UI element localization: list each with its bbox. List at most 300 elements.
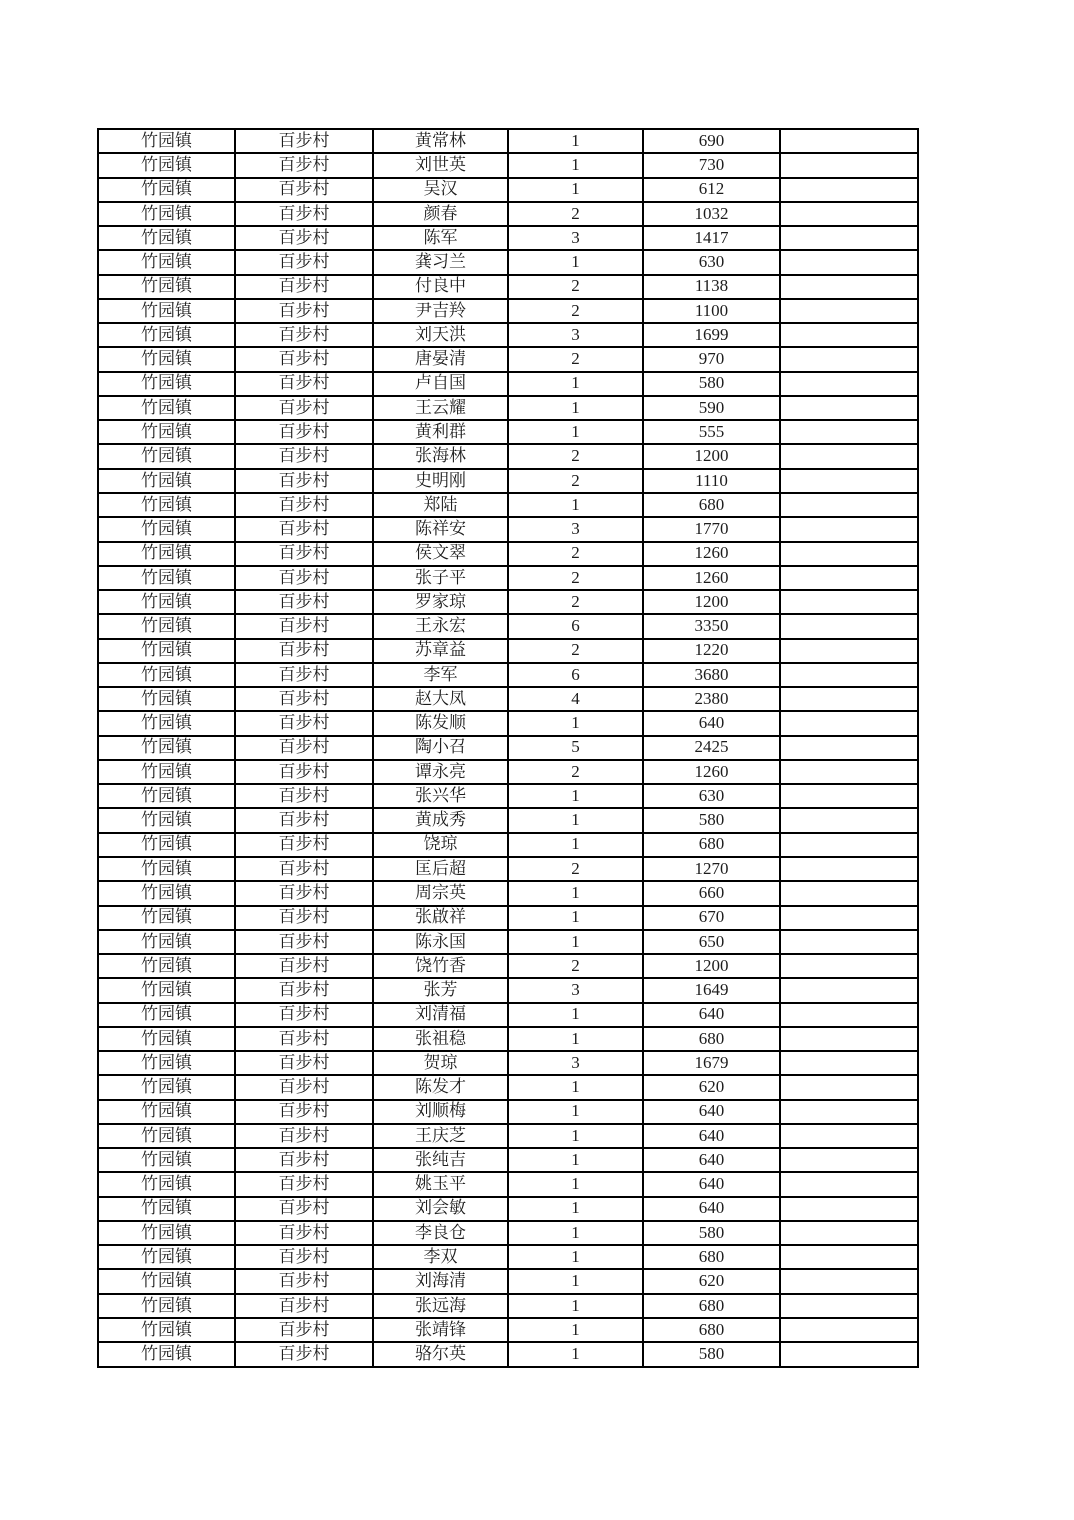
cell-name: 黄利群	[373, 420, 508, 444]
cell-town: 竹园镇	[98, 736, 235, 760]
table-row	[98, 1075, 918, 1099]
cell-note	[780, 542, 918, 566]
cell-town: 竹园镇	[98, 1318, 235, 1342]
cell-town: 竹园镇	[98, 1172, 235, 1196]
cell-town: 竹园镇	[98, 881, 235, 905]
cell-village: 百步村	[235, 444, 373, 468]
cell-count: 6	[508, 663, 643, 687]
cell-village: 百步村	[235, 1197, 373, 1221]
cell-count: 1	[508, 1003, 643, 1027]
cell-count: 3	[508, 1051, 643, 1075]
cell-count: 1	[508, 1197, 643, 1221]
cell-note	[780, 639, 918, 663]
cell-village: 百步村	[235, 1342, 373, 1367]
cell-note	[780, 614, 918, 638]
cell-town: 竹园镇	[98, 833, 235, 857]
cell-town: 竹园镇	[98, 469, 235, 493]
cell-count: 3	[508, 978, 643, 1002]
cell-village: 百步村	[235, 954, 373, 978]
cell-note	[780, 323, 918, 347]
cell-note	[780, 153, 918, 177]
cell-note	[780, 1172, 918, 1196]
cell-town: 竹园镇	[98, 760, 235, 784]
cell-village: 百步村	[235, 299, 373, 323]
cell-village: 百步村	[235, 881, 373, 905]
cell-village: 百步村	[235, 1027, 373, 1051]
table-row	[98, 566, 918, 590]
cell-town: 竹园镇	[98, 153, 235, 177]
cell-village: 百步村	[235, 1124, 373, 1148]
cell-village: 百步村	[235, 1294, 373, 1318]
cell-name: 周宗英	[373, 881, 508, 905]
cell-town: 竹园镇	[98, 517, 235, 541]
data-table	[97, 128, 919, 1368]
table-row	[98, 1245, 918, 1269]
cell-village: 百步村	[235, 566, 373, 590]
cell-village: 百步村	[235, 590, 373, 614]
cell-town: 竹园镇	[98, 202, 235, 226]
cell-town: 竹园镇	[98, 687, 235, 711]
cell-amount: 2425	[643, 736, 780, 760]
cell-note	[780, 1245, 918, 1269]
cell-amount: 630	[643, 250, 780, 274]
cell-town: 竹园镇	[98, 857, 235, 881]
table-row	[98, 275, 918, 299]
cell-note	[780, 566, 918, 590]
table-row	[98, 1172, 918, 1196]
cell-name: 付良中	[373, 275, 508, 299]
table-row	[98, 226, 918, 250]
cell-name: 张海林	[373, 444, 508, 468]
cell-note	[780, 711, 918, 735]
cell-amount: 580	[643, 1221, 780, 1245]
cell-village: 百步村	[235, 760, 373, 784]
cell-town: 竹园镇	[98, 1051, 235, 1075]
cell-note	[780, 1075, 918, 1099]
cell-note	[780, 1027, 918, 1051]
table-row	[98, 1051, 918, 1075]
cell-town: 竹园镇	[98, 1245, 235, 1269]
table-row	[98, 857, 918, 881]
cell-amount: 2380	[643, 687, 780, 711]
cell-name: 龚习兰	[373, 250, 508, 274]
cell-name: 李良仓	[373, 1221, 508, 1245]
cell-town: 竹园镇	[98, 396, 235, 420]
table-row	[98, 833, 918, 857]
cell-village: 百步村	[235, 639, 373, 663]
cell-amount: 970	[643, 347, 780, 371]
cell-name: 陈发顺	[373, 711, 508, 735]
cell-town: 竹园镇	[98, 250, 235, 274]
cell-amount: 680	[643, 1318, 780, 1342]
cell-count: 1	[508, 711, 643, 735]
cell-note	[780, 396, 918, 420]
cell-name: 吴汉	[373, 178, 508, 202]
cell-name: 刘顺梅	[373, 1100, 508, 1124]
cell-village: 百步村	[235, 153, 373, 177]
cell-village: 百步村	[235, 493, 373, 517]
cell-note	[780, 687, 918, 711]
cell-amount: 1679	[643, 1051, 780, 1075]
cell-count: 1	[508, 808, 643, 832]
cell-town: 竹园镇	[98, 978, 235, 1002]
cell-town: 竹园镇	[98, 639, 235, 663]
cell-amount: 660	[643, 881, 780, 905]
table-row	[98, 153, 918, 177]
cell-village: 百步村	[235, 542, 373, 566]
table-row	[98, 1124, 918, 1148]
cell-name: 刘会敏	[373, 1197, 508, 1221]
cell-count: 1	[508, 833, 643, 857]
cell-amount: 640	[643, 1003, 780, 1027]
cell-amount: 640	[643, 711, 780, 735]
cell-village: 百步村	[235, 1245, 373, 1269]
table-row	[98, 736, 918, 760]
cell-town: 竹园镇	[98, 930, 235, 954]
cell-name: 罗家琼	[373, 590, 508, 614]
cell-name: 张纯吉	[373, 1148, 508, 1172]
cell-note	[780, 1148, 918, 1172]
table-row	[98, 323, 918, 347]
cell-amount: 620	[643, 1269, 780, 1293]
table-row	[98, 881, 918, 905]
cell-town: 竹园镇	[98, 1269, 235, 1293]
cell-amount: 1649	[643, 978, 780, 1002]
cell-count: 1	[508, 1148, 643, 1172]
cell-name: 郑陆	[373, 493, 508, 517]
table-row	[98, 517, 918, 541]
table-row	[98, 663, 918, 687]
cell-amount: 612	[643, 178, 780, 202]
cell-amount: 680	[643, 1245, 780, 1269]
cell-town: 竹园镇	[98, 275, 235, 299]
cell-note	[780, 1003, 918, 1027]
cell-village: 百步村	[235, 250, 373, 274]
cell-amount: 1770	[643, 517, 780, 541]
table-row	[98, 1342, 918, 1367]
cell-name: 骆尔英	[373, 1342, 508, 1367]
cell-amount: 620	[643, 1075, 780, 1099]
cell-count: 2	[508, 275, 643, 299]
table-row	[98, 906, 918, 930]
table-body	[98, 129, 918, 1367]
cell-amount: 680	[643, 833, 780, 857]
cell-village: 百步村	[235, 906, 373, 930]
cell-count: 2	[508, 954, 643, 978]
cell-name: 刘清福	[373, 1003, 508, 1027]
cell-amount: 640	[643, 1197, 780, 1221]
cell-amount: 1260	[643, 566, 780, 590]
cell-amount: 680	[643, 493, 780, 517]
cell-town: 竹园镇	[98, 1027, 235, 1051]
cell-name: 张靖锋	[373, 1318, 508, 1342]
cell-village: 百步村	[235, 857, 373, 881]
cell-note	[780, 1318, 918, 1342]
cell-town: 竹园镇	[98, 493, 235, 517]
cell-name: 史明刚	[373, 469, 508, 493]
cell-name: 李双	[373, 1245, 508, 1269]
cell-town: 竹园镇	[98, 299, 235, 323]
cell-note	[780, 1051, 918, 1075]
cell-name: 匡后超	[373, 857, 508, 881]
table-row	[98, 590, 918, 614]
cell-village: 百步村	[235, 930, 373, 954]
cell-town: 竹园镇	[98, 1003, 235, 1027]
table-row	[98, 1269, 918, 1293]
cell-amount: 640	[643, 1148, 780, 1172]
cell-count: 2	[508, 299, 643, 323]
cell-note	[780, 1197, 918, 1221]
cell-note	[780, 420, 918, 444]
cell-name: 陶小召	[373, 736, 508, 760]
cell-town: 竹园镇	[98, 1148, 235, 1172]
cell-town: 竹园镇	[98, 178, 235, 202]
cell-village: 百步村	[235, 469, 373, 493]
cell-amount: 1110	[643, 469, 780, 493]
cell-amount: 670	[643, 906, 780, 930]
table-row	[98, 420, 918, 444]
cell-count: 1	[508, 881, 643, 905]
cell-village: 百步村	[235, 517, 373, 541]
cell-amount: 640	[643, 1172, 780, 1196]
cell-name: 陈永国	[373, 930, 508, 954]
cell-amount: 640	[643, 1100, 780, 1124]
cell-note	[780, 444, 918, 468]
cell-amount: 690	[643, 129, 780, 153]
cell-note	[780, 1269, 918, 1293]
cell-village: 百步村	[235, 396, 373, 420]
table-row	[98, 1221, 918, 1245]
cell-count: 1	[508, 1124, 643, 1148]
cell-note	[780, 590, 918, 614]
cell-town: 竹园镇	[98, 1075, 235, 1099]
cell-village: 百步村	[235, 202, 373, 226]
cell-village: 百步村	[235, 1148, 373, 1172]
cell-village: 百步村	[235, 226, 373, 250]
cell-name: 颜春	[373, 202, 508, 226]
cell-name: 侯文翠	[373, 542, 508, 566]
cell-name: 贺琼	[373, 1051, 508, 1075]
cell-count: 1	[508, 420, 643, 444]
cell-amount: 580	[643, 1342, 780, 1367]
table-row	[98, 1027, 918, 1051]
cell-amount: 1200	[643, 444, 780, 468]
cell-count: 1	[508, 1172, 643, 1196]
table-row	[98, 129, 918, 153]
cell-amount: 680	[643, 1294, 780, 1318]
cell-name: 苏章益	[373, 639, 508, 663]
cell-village: 百步村	[235, 347, 373, 371]
cell-name: 张兴华	[373, 784, 508, 808]
cell-count: 1	[508, 906, 643, 930]
cell-note	[780, 954, 918, 978]
cell-town: 竹园镇	[98, 347, 235, 371]
cell-note	[780, 1294, 918, 1318]
cell-town: 竹园镇	[98, 566, 235, 590]
cell-count: 3	[508, 226, 643, 250]
cell-name: 张芳	[373, 978, 508, 1002]
cell-count: 1	[508, 493, 643, 517]
cell-name: 饶竹香	[373, 954, 508, 978]
cell-village: 百步村	[235, 1318, 373, 1342]
cell-name: 刘海清	[373, 1269, 508, 1293]
cell-count: 2	[508, 760, 643, 784]
table-row	[98, 978, 918, 1002]
cell-note	[780, 250, 918, 274]
cell-note	[780, 760, 918, 784]
table-row	[98, 1100, 918, 1124]
cell-count: 3	[508, 323, 643, 347]
cell-note	[780, 129, 918, 153]
cell-note	[780, 808, 918, 832]
cell-name: 张子平	[373, 566, 508, 590]
cell-name: 刘世英	[373, 153, 508, 177]
cell-name: 谭永亮	[373, 760, 508, 784]
cell-amount: 580	[643, 372, 780, 396]
cell-name: 刘天洪	[373, 323, 508, 347]
cell-note	[780, 226, 918, 250]
cell-name: 王云耀	[373, 396, 508, 420]
cell-town: 竹园镇	[98, 711, 235, 735]
cell-amount: 1220	[643, 639, 780, 663]
cell-name: 尹吉羚	[373, 299, 508, 323]
cell-town: 竹园镇	[98, 226, 235, 250]
cell-town: 竹园镇	[98, 1342, 235, 1367]
cell-town: 竹园镇	[98, 954, 235, 978]
cell-name: 李军	[373, 663, 508, 687]
cell-count: 1	[508, 1027, 643, 1051]
cell-village: 百步村	[235, 784, 373, 808]
table-row	[98, 250, 918, 274]
cell-count: 2	[508, 347, 643, 371]
cell-note	[780, 663, 918, 687]
table-row	[98, 808, 918, 832]
cell-village: 百步村	[235, 1003, 373, 1027]
table-row	[98, 469, 918, 493]
cell-amount: 1699	[643, 323, 780, 347]
cell-village: 百步村	[235, 275, 373, 299]
cell-note	[780, 493, 918, 517]
cell-amount: 680	[643, 1027, 780, 1051]
cell-name: 陈军	[373, 226, 508, 250]
cell-note	[780, 1124, 918, 1148]
cell-name: 陈祥安	[373, 517, 508, 541]
cell-note	[780, 857, 918, 881]
cell-count: 1	[508, 1221, 643, 1245]
cell-name: 卢自国	[373, 372, 508, 396]
cell-amount: 650	[643, 930, 780, 954]
cell-count: 2	[508, 639, 643, 663]
cell-amount: 580	[643, 808, 780, 832]
cell-note	[780, 347, 918, 371]
cell-count: 1	[508, 1342, 643, 1367]
cell-name: 张远海	[373, 1294, 508, 1318]
cell-amount: 1260	[643, 760, 780, 784]
cell-count: 3	[508, 517, 643, 541]
cell-count: 2	[508, 590, 643, 614]
cell-village: 百步村	[235, 687, 373, 711]
cell-town: 竹园镇	[98, 1294, 235, 1318]
cell-town: 竹园镇	[98, 1197, 235, 1221]
cell-name: 王庆芝	[373, 1124, 508, 1148]
cell-town: 竹园镇	[98, 808, 235, 832]
cell-amount: 1270	[643, 857, 780, 881]
cell-town: 竹园镇	[98, 1100, 235, 1124]
cell-count: 1	[508, 1100, 643, 1124]
cell-name: 饶琼	[373, 833, 508, 857]
cell-name: 赵大凤	[373, 687, 508, 711]
cell-note	[780, 372, 918, 396]
table-row	[98, 1003, 918, 1027]
table-row	[98, 784, 918, 808]
cell-village: 百步村	[235, 978, 373, 1002]
table-row	[98, 372, 918, 396]
cell-count: 2	[508, 542, 643, 566]
cell-note	[780, 1342, 918, 1367]
cell-count: 1	[508, 1318, 643, 1342]
cell-amount: 1200	[643, 954, 780, 978]
cell-count: 1	[508, 396, 643, 420]
cell-name: 王永宏	[373, 614, 508, 638]
cell-amount: 1417	[643, 226, 780, 250]
cell-note	[780, 517, 918, 541]
cell-note	[780, 275, 918, 299]
table-row	[98, 202, 918, 226]
cell-count: 2	[508, 566, 643, 590]
cell-town: 竹园镇	[98, 542, 235, 566]
cell-count: 2	[508, 444, 643, 468]
cell-town: 竹园镇	[98, 323, 235, 347]
cell-village: 百步村	[235, 1075, 373, 1099]
cell-village: 百步村	[235, 178, 373, 202]
cell-town: 竹园镇	[98, 590, 235, 614]
cell-note	[780, 784, 918, 808]
table-row	[98, 347, 918, 371]
cell-name: 唐晏清	[373, 347, 508, 371]
cell-village: 百步村	[235, 614, 373, 638]
cell-town: 竹园镇	[98, 1221, 235, 1245]
cell-town: 竹园镇	[98, 129, 235, 153]
cell-village: 百步村	[235, 1269, 373, 1293]
cell-count: 1	[508, 1294, 643, 1318]
cell-note	[780, 202, 918, 226]
cell-amount: 1032	[643, 202, 780, 226]
cell-amount: 730	[643, 153, 780, 177]
cell-count: 1	[508, 178, 643, 202]
table-row	[98, 1294, 918, 1318]
cell-count: 1	[508, 129, 643, 153]
cell-note	[780, 1100, 918, 1124]
cell-village: 百步村	[235, 372, 373, 396]
table-row	[98, 178, 918, 202]
table-row	[98, 542, 918, 566]
cell-amount: 3680	[643, 663, 780, 687]
cell-village: 百步村	[235, 808, 373, 832]
table-row	[98, 639, 918, 663]
cell-count: 1	[508, 1075, 643, 1099]
cell-count: 2	[508, 202, 643, 226]
cell-amount: 3350	[643, 614, 780, 638]
cell-village: 百步村	[235, 736, 373, 760]
cell-village: 百步村	[235, 711, 373, 735]
table-row	[98, 1148, 918, 1172]
cell-count: 1	[508, 250, 643, 274]
cell-count: 4	[508, 687, 643, 711]
cell-count: 1	[508, 372, 643, 396]
table-row	[98, 493, 918, 517]
cell-count: 2	[508, 857, 643, 881]
cell-count: 1	[508, 153, 643, 177]
